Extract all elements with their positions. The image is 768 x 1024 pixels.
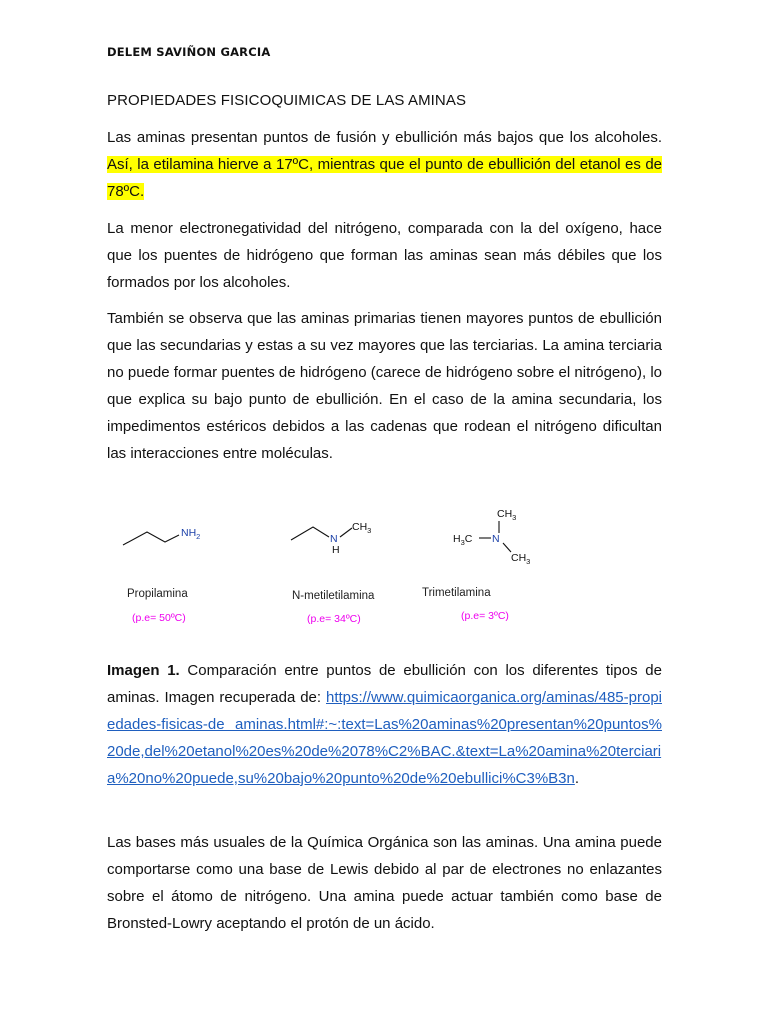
trimethylamine-boiling-point: (p.e= 3ºC) (461, 610, 509, 622)
paragraph-amine-bases: Las bases más usuales de la Química Orgánica son las aminas. Una amina puede comportarse como una base de Lewis debido al par de electrones no enlazantes sobre el átomo de nitrógeno. Una amina puede actuar también como base de Bronsted-Lowry aceptando el protón de un ácido. (107, 834, 662, 932)
propylamine-structure (123, 527, 200, 624)
source-link[interactable]: https://www.quimicaorganica.org/aminas/485-propiedades-fisicas-de aminas.html#:~:text=Las%20aminas%20presentan%20puntos%20de,del%20etanol%20es%20de%2078%C2%BAC.&text=La%20amina%20terciaria%20no%20puede,su%20bajo%20punto%20de%20ebullici%C3%B3n (107, 689, 662, 787)
caption-end: . (574, 770, 580, 787)
n-methylethylamine-name: N-metiletilamina (292, 590, 375, 602)
figure-caption (107, 657, 662, 792)
propylamine-amine-group: $NH_2$ (181, 527, 201, 541)
trimethylamine-nitrogen: N (492, 533, 500, 545)
n-methylethylamine-structure (291, 521, 375, 625)
highlighted-text: Así, la etilamina hierve a 17ºC, mientras que el punto de ebullición del etanol es de 78ºC. (107, 156, 662, 200)
trimethylamine-right-bond (503, 543, 511, 552)
trimethylamine-structure (422, 508, 530, 622)
caption-text: Comparación entre puntos de ebullición con los diferentes tipos de aminas. Imagen recuperada de: (107, 662, 662, 706)
trimethylamine-right-methyl: $CH_3$ (511, 552, 531, 566)
caption-label: Imagen 1. (107, 662, 180, 679)
paragraph-text: Las aminas presentan puntos de fusión y ebullición más bajos que los alcoholes. (107, 129, 662, 146)
n-methylethylamine-nitrogen: N (330, 533, 338, 545)
paragraph-boiling-points (107, 124, 662, 205)
amines-figure (107, 495, 662, 645)
paragraph-electronegativity: La menor electronegatividad del nitrógeno, comparada con la del oxígeno, hace que los puentes de hidrógeno que forman las aminas sean más débiles que los formados por los alcoholes. (107, 220, 662, 291)
n-methylethylamine-boiling-point: (p.e= 34ºC) (307, 613, 361, 625)
propylamine-name: Propilamina (127, 588, 188, 600)
n-methylethylamine-hydrogen: H (332, 544, 340, 556)
trimethylamine-name: Trimetilamina (422, 587, 491, 599)
amines-structures (107, 495, 662, 645)
n-methylethylamine-bonds (291, 527, 329, 540)
trimethylamine-left-methyl: $H_3C$ (453, 533, 473, 547)
trimethylamine-top-methyl: $CH_3$ (497, 508, 517, 522)
author-name: DELEM SAVIÑON GARCIA (107, 45, 271, 59)
document-title: PROPIEDADES FISICOQUIMICAS DE LAS AMINAS (107, 92, 467, 109)
n-methyl-bond (340, 528, 352, 537)
n-methylethylamine-methyl: $CH_3$ (352, 521, 372, 535)
propylamine-bonds (123, 532, 179, 545)
propylamine-boiling-point: (p.e= 50ºC) (132, 612, 186, 624)
paragraph-amine-types: También se observa que las aminas primarias tienen mayores puntos de ebullición que las secundarias y estas a su vez mayores que las terciarias. La amina terciaria no puede formar puentes de hidrógeno (carece de hidrógeno sobre el nitrógeno), lo que explica su bajo punto de ebullición. En el caso de la amina secundaria, los impedimentos estéricos debidos a las cadenas que rodean el nitrógeno dificultan las interacciones entre moléculas. (107, 310, 662, 462)
